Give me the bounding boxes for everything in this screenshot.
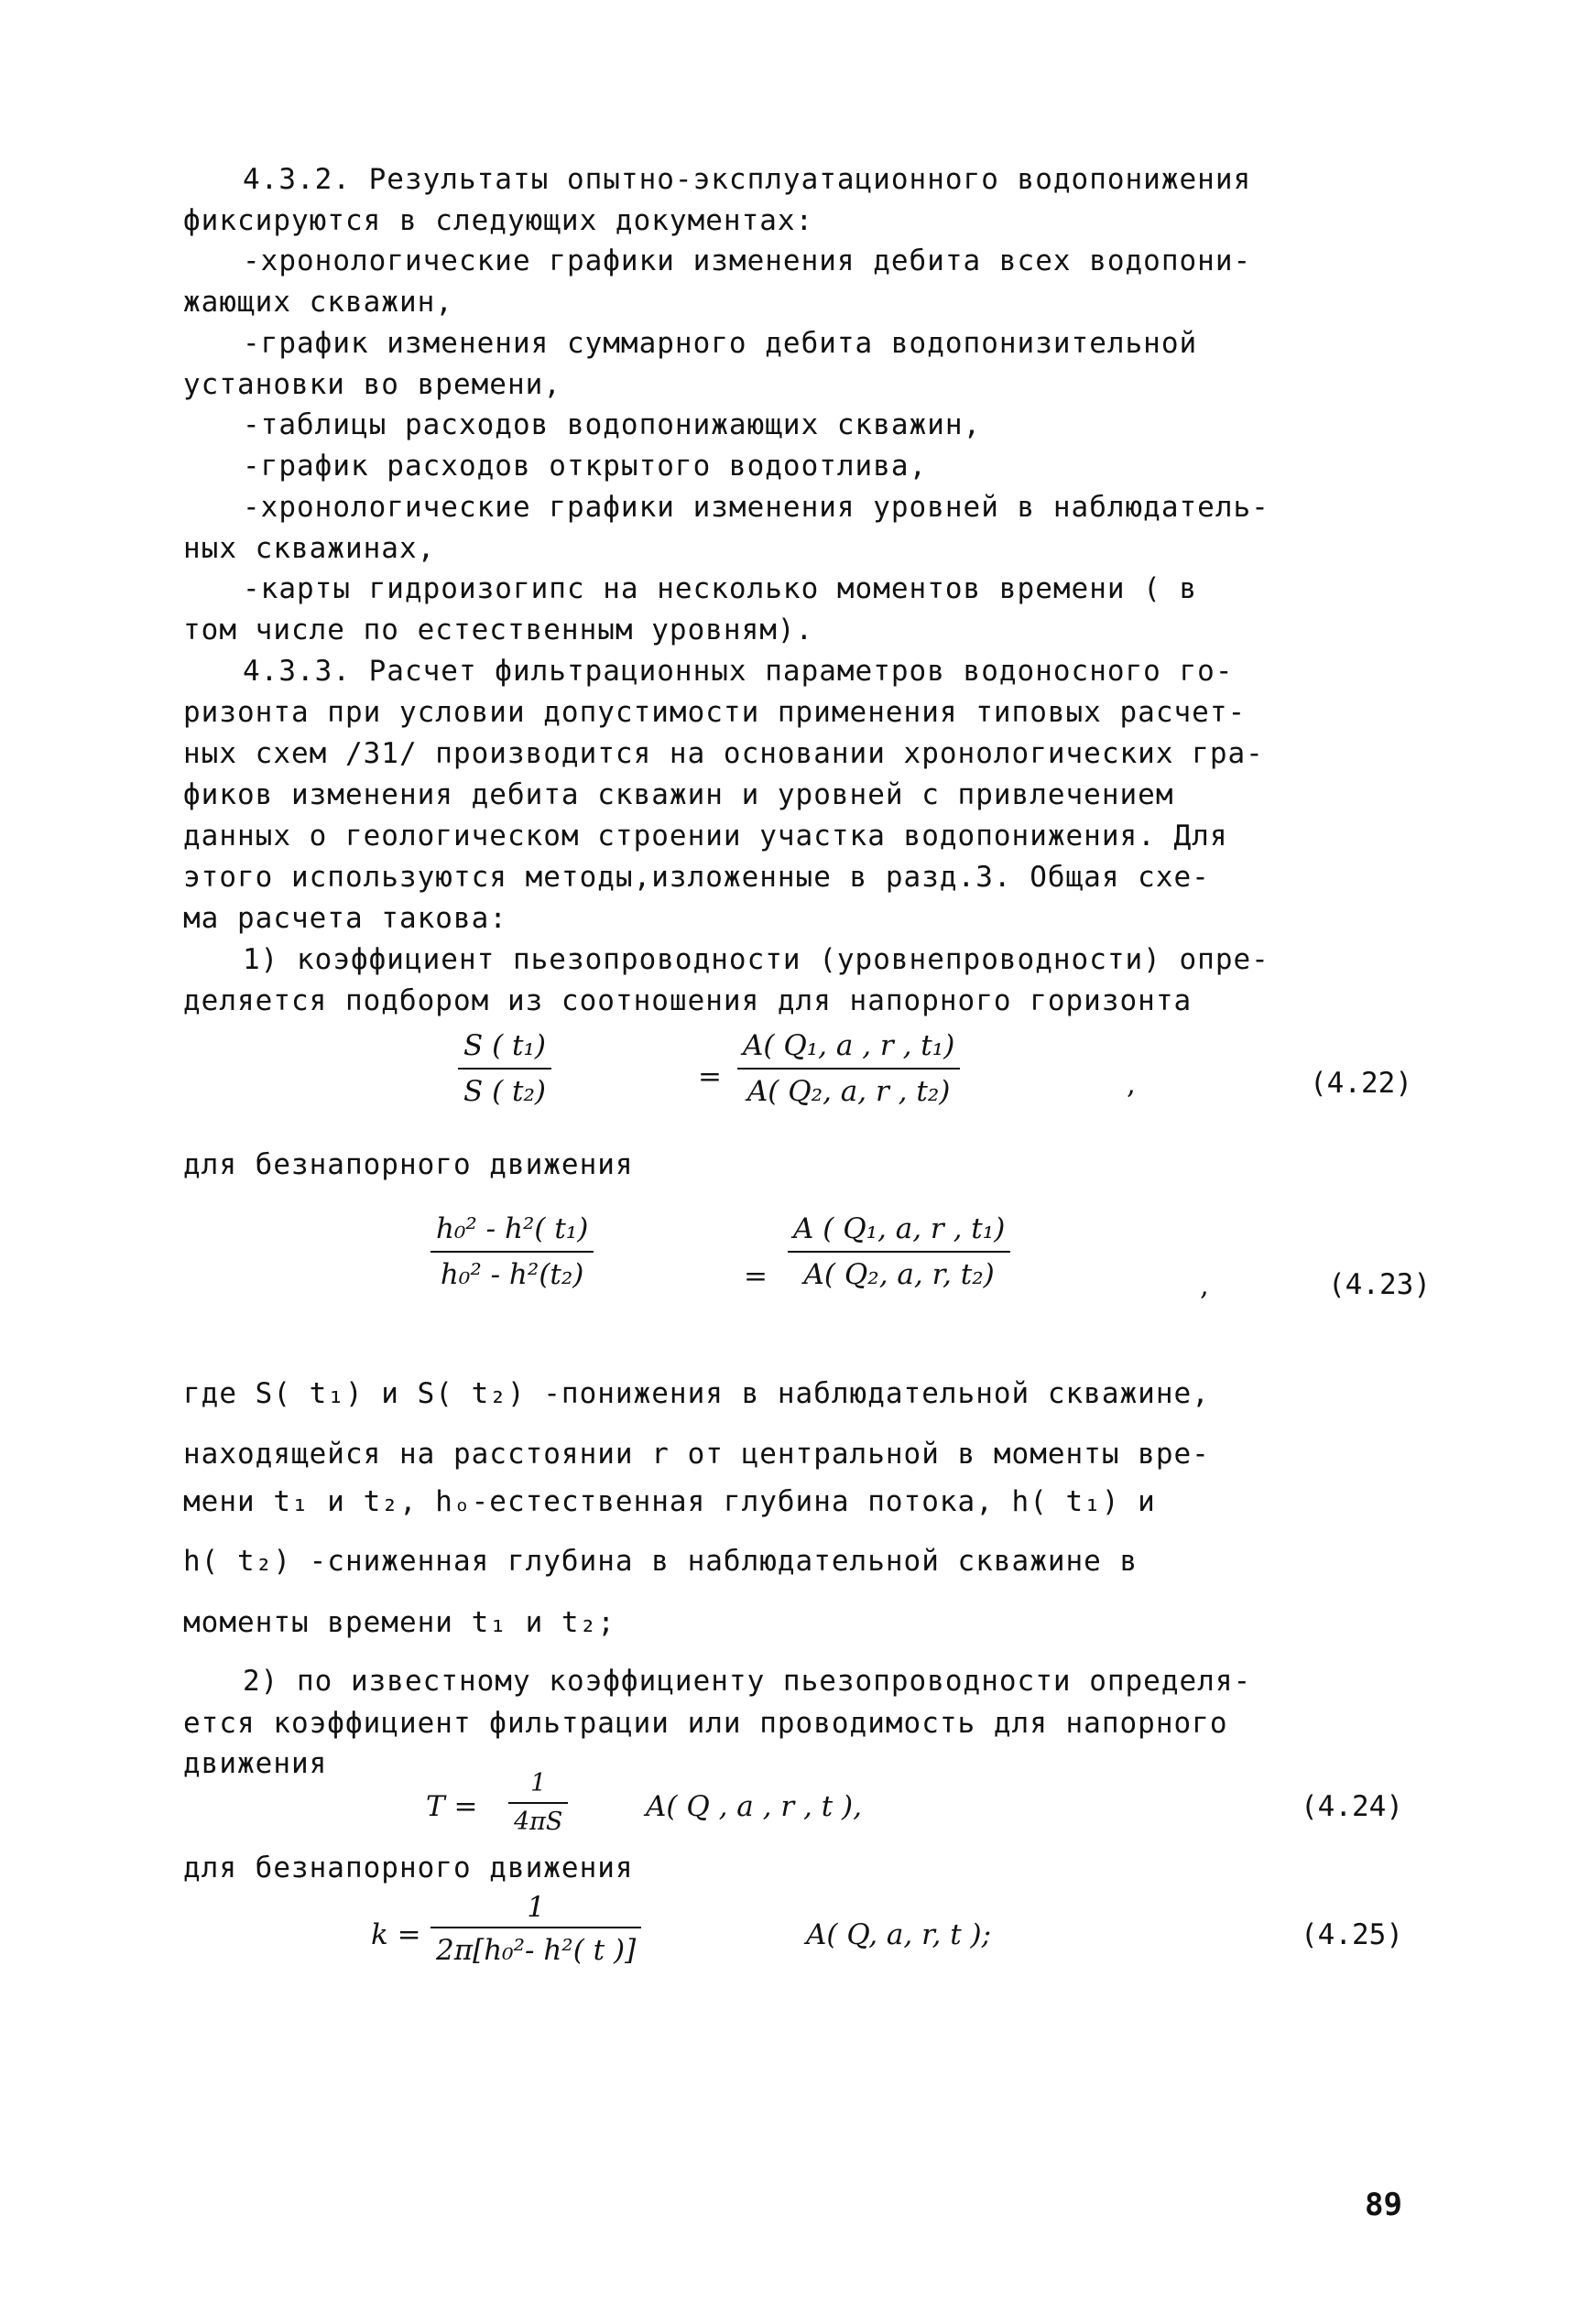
formula-numerator: 1: [530, 1769, 547, 1797]
text-line: установки во времени,: [183, 368, 561, 401]
formula-denominator: h₀² - h²(t₂): [440, 1258, 584, 1291]
text-line: жающих скважин,: [183, 286, 453, 319]
text-line: мени t₁ и t₂, hₒ-естественная глубина потока, h( t₁) и: [183, 1485, 1156, 1518]
text-line: 4.3.2. Результаты опытно-эксплуатационного водопонижения: [243, 163, 1252, 196]
formula-numerator: A( Q₁, a , r , t₁): [743, 1029, 955, 1062]
equals-sign: =: [744, 1260, 768, 1293]
text-line: h( t₂) -сниженная глубина в наблюдательной скважине в: [183, 1545, 1139, 1578]
text-line: ных схем /31/ производится на основании хронологических гра-: [183, 737, 1264, 770]
text-line: -график изменения суммарного дебита водопонизительной: [243, 327, 1198, 360]
text-line: 4.3.3. Расчет фильтрационных параметров водоносного го-: [243, 655, 1234, 688]
formula-comma: ,: [1200, 1269, 1209, 1302]
formula-4-23-lhs: [430, 1207, 594, 1297]
text-line: том числе по естественным уровням).: [183, 614, 814, 646]
text-line: -график расходов открытого водоотлива,: [243, 450, 928, 483]
text-line: для безнапорного движения: [183, 1852, 634, 1884]
text-line: фиков изменения дебита скважин и уровней с привлечением: [183, 778, 1174, 811]
text-line: данных о геологическом строении участка водопонижения. Для: [183, 820, 1228, 852]
equation-number: (4.24): [1301, 1790, 1403, 1823]
formula-4-23-rhs: [788, 1207, 1010, 1297]
text-line: 2) по известному коэффициенту пьезопроводности определя-: [243, 1665, 1252, 1698]
text-line: -карты гидроизогипс на несколько моментов времени ( в: [243, 572, 1198, 605]
text-line: -хронологические графики изменения дебита всех водопони-: [243, 244, 1252, 277]
formula-4-25-lhs: k =: [371, 1918, 421, 1951]
formula-denominator: A( Q₂, a, r , t₂): [746, 1075, 951, 1108]
formula-denominator: S ( t₂): [463, 1075, 547, 1108]
text-line: находящейся на расстоянии r от центральной в моменты вре-: [183, 1438, 1210, 1471]
equation-number: (4.23): [1328, 1268, 1431, 1301]
equation-number: (4.22): [1310, 1067, 1412, 1100]
text-line: -таблицы расходов водопонижающих скважин,: [243, 408, 982, 441]
formula-4-24-lhs: T =: [426, 1790, 478, 1823]
formula-numerator: 1: [527, 1891, 545, 1924]
equals-sign: =: [698, 1060, 722, 1093]
text-line: ных скважинах,: [183, 532, 436, 565]
text-line: деляется подбором из соотношения для напорного горизонта: [183, 984, 1193, 1017]
text-line: где S( t₁) и S( t₂) -понижения в наблюдательной скважине,: [183, 1377, 1210, 1410]
page-number: 89: [1365, 2187, 1402, 2223]
formula-4-22-rhs: [737, 1024, 960, 1113]
formula-numerator: A ( Q₁, a, r , t₁): [793, 1212, 1006, 1245]
text-line: 1) коэффициент пьезопроводности (уровнепроводности) опре-: [243, 943, 1269, 976]
text-line: -хронологические графики изменения уровней в наблюдатель-: [243, 491, 1269, 524]
formula-numerator: h₀² - h²( t₁): [436, 1212, 589, 1245]
formula-4-22-lhs: [458, 1024, 551, 1113]
formula-4-25-rhs: A( Q, a, r, t );: [806, 1918, 992, 1951]
formula-numerator: S ( t₁): [463, 1029, 547, 1062]
text-line: движения: [183, 1747, 328, 1780]
formula-4-24-fraction: [508, 1765, 568, 1841]
formula-comma: ,: [1127, 1068, 1136, 1101]
formula-4-25-fraction: [430, 1888, 641, 1972]
text-line: ризонта при условии допустимости применения типовых расчет-: [183, 696, 1247, 729]
formula-denominator: 4πS: [514, 1808, 563, 1836]
text-line: ется коэффициент фильтрации или проводимость для напорного: [183, 1707, 1228, 1740]
text-line: моменты времени t₁ и t₂;: [183, 1606, 616, 1639]
text-line: фиксируются в следующих документах:: [183, 204, 814, 237]
text-line: для безнапорного движения: [183, 1148, 634, 1181]
formula-denominator: 2π[h₀²- h²( t )]: [436, 1934, 637, 1967]
equation-number: (4.25): [1301, 1918, 1403, 1951]
formula-4-24-rhs: A( Q , a , r , t ),: [646, 1790, 862, 1823]
formula-denominator: A( Q₂, a, r, t₂): [803, 1258, 995, 1291]
text-line: ма расчета такова:: [183, 902, 507, 935]
text-line: этого используются методы,изложенные в разд.3. Общая схе-: [183, 861, 1210, 894]
